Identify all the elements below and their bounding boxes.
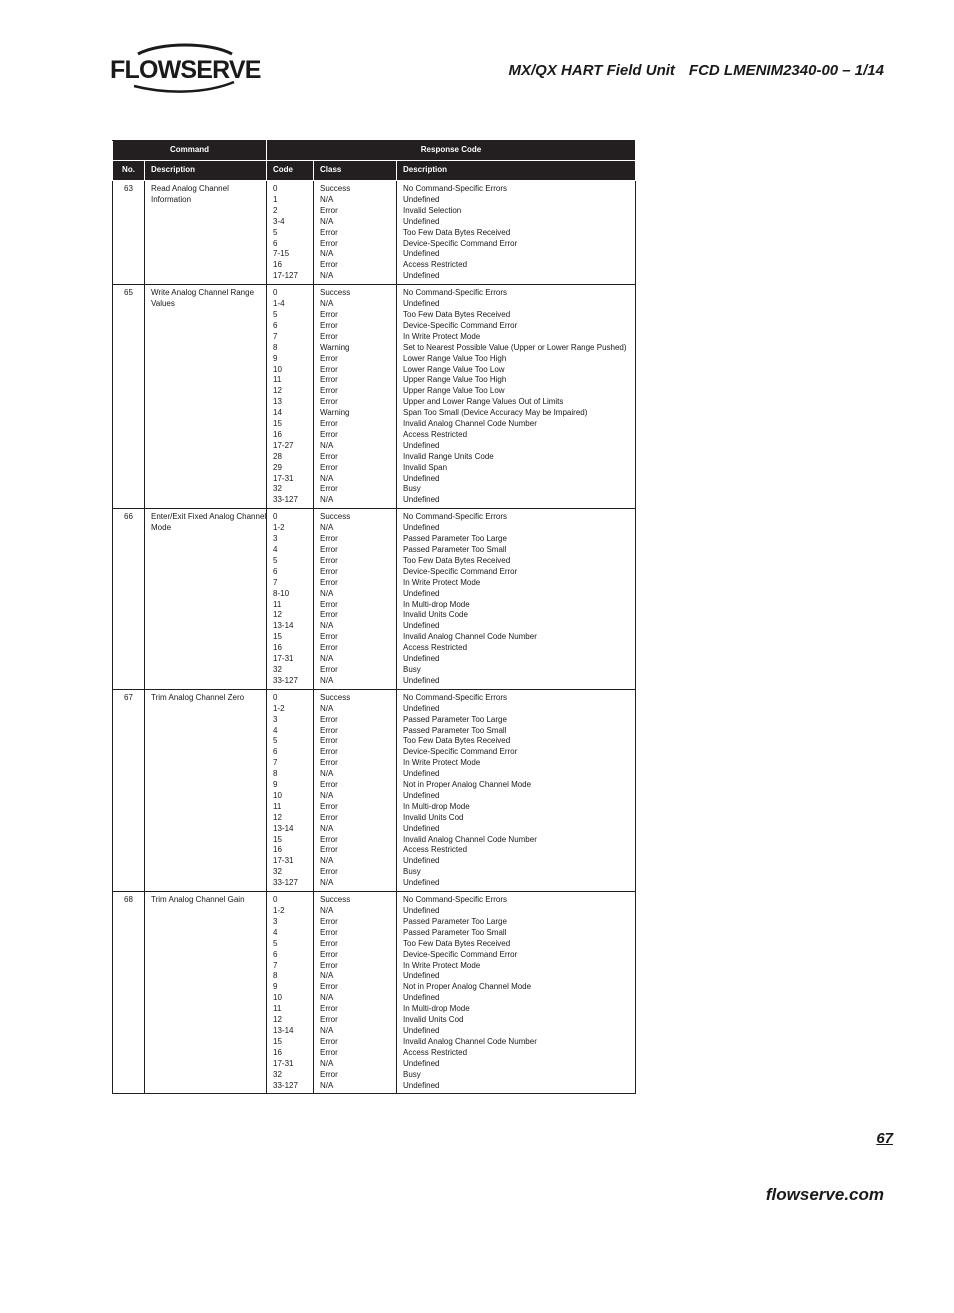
response-description-line: Passed Parameter Too Large [403,714,507,724]
response-code-line: 1-2 [273,906,285,915]
group-header-row [113,141,636,161]
response-description-line: Invalid Units Code [403,610,468,620]
response-description-line: Too Few Data Bytes Received [403,227,511,237]
response-class-line: Success [320,895,351,905]
response-description-line: Too Few Data Bytes Received [403,555,511,565]
response-code-line: 6 [273,949,278,959]
response-class-line: Error [320,386,338,396]
response-code-line: 33-127 [273,495,298,505]
response-code-line: 12 [273,812,282,822]
response-description-line: Too Few Data Bytes Received [403,309,511,319]
response-class-line: Error [320,812,338,822]
response-description-line: Undefined [403,993,440,1003]
response-class-line: N/A [320,473,334,483]
response-description-line: Access Restricted [403,429,468,439]
response-code-line: 1-4 [273,299,285,309]
response-class-line: N/A [320,703,334,713]
response-code-line: 10 [273,993,282,1003]
response-code-line: 7 [273,577,278,587]
response-code-line: 11 [273,801,282,811]
response-class-line: Error [320,566,338,576]
response-code-line: 3 [273,714,278,724]
response-class-line: Error [320,801,338,811]
response-class-line: Error [320,451,338,461]
response-description-line: Device-Specific Command Error [403,747,518,757]
response-code-line: 16 [273,260,282,270]
response-code-line: 12 [273,610,282,620]
response-class-line: Error [320,938,338,948]
response-class-line: Error [320,1004,338,1014]
response-class-line: Error [320,555,338,565]
response-description-line: Invalid Analog Channel Code Number [403,632,537,642]
response-code-line: 11 [273,599,282,609]
response-code-line: 33-127 [273,675,298,685]
response-description-line: Passed Parameter Too Small [403,545,507,554]
response-description-line: Device-Specific Command Error [403,566,518,576]
response-description-line: Lower Range Value Too High [403,353,507,363]
response-code-table [112,140,636,1094]
response-code-line: 32 [273,1069,282,1079]
response-description-line: Undefined [403,440,440,450]
response-group-header: Response Code [267,141,636,161]
response-description-line: Undefined [403,971,440,981]
response-class-line: Error [320,949,338,959]
website-link[interactable]: flowserve.com [765,1185,884,1204]
command-number-cell: 66 [113,509,145,690]
response-code-line: 4 [273,725,278,735]
response-code-line: 15 [273,1036,282,1046]
response-class-line: N/A [320,675,334,685]
response-description-line: Undefined [403,906,440,915]
response-class-line: N/A [320,856,334,866]
response-class-cell [314,689,397,891]
response-code-line: 32 [273,867,282,877]
command-description-column-header: Description [145,161,267,181]
response-code-line: 7 [273,960,278,970]
response-class-line: N/A [320,878,334,888]
response-class-line: N/A [320,523,334,533]
response-class-line: Success [320,184,351,193]
command-description-line: Read Analog Channel [151,184,229,193]
response-class-line: Error [320,320,338,330]
response-code-line: 7 [273,331,278,341]
response-description-line: Access Restricted [403,643,468,653]
table-row [113,892,636,1094]
response-class-line: Error [320,834,338,844]
response-description-line: Too Few Data Bytes Received [403,736,511,746]
response-code-cell [267,181,314,285]
response-code-line: 8 [273,769,278,779]
response-description-line: No Command-Specific Errors [403,288,508,298]
response-description-line: Undefined [403,249,440,259]
response-class-line: N/A [320,216,334,226]
response-class-cell [314,181,397,285]
document-code: FCD LMENIM2340-00 – 1/14 [688,62,884,79]
response-class-line: Error [320,375,338,385]
logo-wordmark: FLOWSERVE [110,56,261,84]
response-description-line: Invalid Span [403,462,448,472]
response-description-line: Device-Specific Command Error [403,949,518,959]
response-class-line: Error [320,353,338,363]
response-class-line: Error [320,845,338,855]
command-description-cell [145,689,267,891]
response-class-line: Error [320,1069,338,1079]
response-class-line: N/A [320,654,334,664]
response-code-cell [267,509,314,690]
response-class-line: Warning [320,408,350,418]
response-class-line: Error [320,397,338,407]
command-number-cell: 67 [113,689,145,891]
response-class-line: Success [320,692,351,702]
response-description-cell [397,181,636,285]
code-column-header: Code [267,161,314,181]
response-description-line: No Command-Specific Errors [403,512,508,522]
response-code-cell [267,892,314,1094]
response-description-line: In Multi-drop Mode [403,1004,470,1014]
response-class-line: N/A [320,1080,334,1090]
response-code-line: 33-127 [273,1080,298,1090]
response-description-line: In Multi-drop Mode [403,801,470,811]
response-code-line: 28 [273,451,282,461]
response-description-line: In Write Protect Mode [403,758,481,768]
response-class-line: Error [320,664,338,674]
response-code-line: 3-4 [273,216,285,226]
response-description-line: In Write Protect Mode [403,331,481,341]
response-code-line: 17-31 [273,856,294,866]
command-description-cell [145,181,267,285]
response-code-line: 12 [273,386,282,396]
response-description-line: Upper Range Value Too Low [403,386,505,396]
response-description-line: Not in Proper Analog Channel Mode [403,982,532,992]
response-class-line: Error [320,1015,338,1025]
response-description-line: Invalid Selection [403,205,462,215]
command-number-cell: 63 [113,181,145,285]
response-class-line: Error [320,643,338,653]
class-column-header: Class [314,161,397,181]
response-description-line: Undefined [403,769,440,779]
response-code-cell [267,689,314,891]
response-code-line: 3 [273,534,278,544]
command-description-line: Trim Analog Channel Gain [151,895,245,905]
response-description-line: No Command-Specific Errors [403,692,508,702]
response-class-line: Error [320,599,338,609]
response-code-line: 5 [273,736,278,746]
response-code-line: 2 [273,205,278,215]
response-class-line: Error [320,462,338,472]
response-description-line: Span Too Small (Device Accuracy May be Impaired) [403,408,588,418]
response-class-line: N/A [320,440,334,450]
response-code-line: 11 [273,375,282,385]
response-class-line: Error [320,309,338,319]
table-row [113,509,636,690]
response-description-line: Upper and Lower Range Values Out of Limits [403,397,564,407]
response-description-line: Passed Parameter Too Large [403,534,507,544]
response-description-line: Busy [403,664,421,674]
document-header [509,62,884,79]
response-class-line: Error [320,1036,338,1046]
response-description-line: Undefined [403,654,440,664]
response-description-line: Undefined [403,856,440,866]
response-class-line: N/A [320,1058,334,1068]
response-class-line: N/A [320,271,334,281]
response-code-line: 10 [273,364,282,374]
response-description-line: Passed Parameter Too Large [403,916,507,926]
response-code-line: 16 [273,1047,282,1057]
response-code-line: 11 [273,1004,282,1014]
response-description-line: Access Restricted [403,260,468,270]
response-description-line: No Command-Specific Errors [403,184,508,193]
response-code-line: 0 [273,512,278,522]
response-description-line: Undefined [403,588,440,598]
response-code-line: 15 [273,419,282,429]
response-class-line: N/A [320,971,334,981]
response-code-line: 16 [273,429,282,439]
response-code-line: 5 [273,938,278,948]
response-class-line: Error [320,747,338,757]
response-code-line: 15 [273,834,282,844]
response-code-line: 1-2 [273,523,285,533]
response-description-line: Invalid Analog Channel Code Number [403,834,537,844]
command-description-line: Write Analog Channel Range [151,288,255,298]
response-description-line: Undefined [403,1058,440,1068]
response-class-line: Error [320,610,338,620]
response-class-line: Error [320,545,338,554]
response-code-line: 17-127 [273,271,298,281]
command-description-cell [145,285,267,509]
response-code-line: 32 [273,484,282,494]
response-description-line: Too Few Data Bytes Received [403,938,511,948]
response-class-line: Success [320,512,351,522]
response-description-line: Access Restricted [403,1047,468,1057]
response-description-line: Undefined [403,621,440,631]
response-code-line: 0 [273,288,278,298]
response-code-line: 17-31 [273,1058,294,1068]
response-code-line: 17-27 [273,440,294,450]
response-class-line: N/A [320,1025,334,1035]
response-description-line: Upper Range Value Too High [403,375,507,385]
response-code-line: 13-14 [273,1025,294,1035]
response-code-line: 5 [273,555,278,565]
response-description-cell [397,689,636,891]
response-code-line: 16 [273,643,282,653]
response-code-line: 0 [273,692,278,702]
command-description-line: Trim Analog Channel Zero [151,692,245,702]
response-description-line: Undefined [403,675,440,685]
response-description-line: Set to Nearest Possible Value (Upper or Lower Range Pushed) [403,342,627,352]
response-class-line: Error [320,714,338,724]
response-class-line: Error [320,927,338,937]
response-description-line: Invalid Analog Channel Code Number [403,1036,537,1046]
response-description-line: Undefined [403,216,440,226]
column-header-row [113,161,636,181]
response-code-line: 8-10 [273,588,290,598]
response-class-line: Error [320,960,338,970]
response-class-line: N/A [320,495,334,505]
response-class-line: Error [320,534,338,544]
response-description-line: Undefined [403,823,440,833]
response-class-line: Error [320,725,338,735]
command-description-cell [145,892,267,1094]
response-description-column-header: Description [397,161,636,181]
response-class-line: N/A [320,588,334,598]
response-code-line: 7-15 [273,249,290,259]
response-description-line: Busy [403,1069,421,1079]
response-code-line: 5 [273,227,278,237]
response-description-line: Invalid Range Units Code [403,451,494,461]
response-code-line: 7 [273,758,278,768]
response-class-line: Warning [320,342,350,352]
response-class-cell [314,509,397,690]
response-class-line: Error [320,1047,338,1057]
response-code-line: 13-14 [273,823,294,833]
response-description-line: Undefined [403,194,440,204]
response-description-cell [397,285,636,509]
response-code-line: 6 [273,566,278,576]
response-code-line: 17-31 [273,473,294,483]
page-number: 67 [876,1130,893,1147]
response-code-line: 16 [273,845,282,855]
response-class-line: Error [320,238,338,248]
response-code-line: 9 [273,780,278,790]
response-class-line: Error [320,429,338,439]
response-code-line: 5 [273,309,278,319]
response-description-line: No Command-Specific Errors [403,895,508,905]
response-class-cell [314,892,397,1094]
response-description-line: Invalid Units Cod [403,1015,464,1025]
command-description-line: Mode [151,523,172,533]
command-group-header: Command [113,141,267,161]
response-class-line: N/A [320,823,334,833]
response-class-line: N/A [320,194,334,204]
response-description-line: Undefined [403,523,440,533]
response-code-line: 0 [273,895,278,905]
response-class-cell [314,285,397,509]
product-title: MX/QX HART Field Unit [508,62,675,79]
flowserve-logo [110,42,261,94]
response-code-line: 29 [273,462,282,472]
response-class-line: Error [320,260,338,270]
response-class-line: N/A [320,249,334,259]
response-description-cell [397,509,636,690]
response-code-line: 13 [273,397,282,407]
response-description-line: Undefined [403,1025,440,1035]
response-class-line: N/A [320,993,334,1003]
response-class-line: Error [320,780,338,790]
response-code-line: 14 [273,408,282,418]
response-description-line: Undefined [403,299,440,309]
response-code-line: 6 [273,238,278,248]
response-description-line: In Write Protect Mode [403,577,481,587]
response-code-line: 6 [273,320,278,330]
response-code-cell [267,285,314,509]
response-code-line: 8 [273,971,278,981]
response-class-line: Error [320,577,338,587]
response-class-line: Error [320,419,338,429]
response-code-line: 3 [273,916,278,926]
response-class-line: Error [320,867,338,877]
response-description-line: Busy [403,484,421,494]
response-class-line: N/A [320,769,334,779]
response-description-line: In Write Protect Mode [403,960,481,970]
response-class-line: Error [320,982,338,992]
response-description-line: Device-Specific Command Error [403,320,518,330]
response-description-line: Undefined [403,878,440,888]
no-column-header: No. [113,161,145,181]
response-class-line: Error [320,205,338,215]
response-description-line: Undefined [403,790,440,800]
response-class-line: N/A [320,906,334,915]
response-code-line: 13-14 [273,621,294,631]
response-class-line: Error [320,331,338,341]
table-body [113,181,636,1094]
response-code-line: 17-31 [273,654,294,664]
response-description-line: Invalid Units Cod [403,812,464,822]
response-description-line: Undefined [403,1080,440,1090]
command-number-cell: 65 [113,285,145,509]
response-class-line: Error [320,736,338,746]
response-code-line: 15 [273,632,282,642]
response-code-line: 9 [273,982,278,992]
response-description-line: Passed Parameter Too Small [403,927,507,937]
response-description-line: Access Restricted [403,845,468,855]
command-description-cell [145,509,267,690]
response-description-cell [397,892,636,1094]
response-code-line: 6 [273,747,278,757]
response-class-line: Error [320,632,338,642]
command-description-line: Enter/Exit Fixed Analog Channel [151,512,267,522]
response-code-line: 1 [273,194,278,204]
response-code-line: 12 [273,1015,282,1025]
response-description-line: Undefined [403,703,440,713]
response-description-line: Lower Range Value Too Low [403,364,505,374]
response-description-line: In Multi-drop Mode [403,599,470,609]
response-class-line: N/A [320,790,334,800]
table-row [113,689,636,891]
response-description-line: Invalid Analog Channel Code Number [403,419,537,429]
response-class-line: Error [320,364,338,374]
response-description-line: Not in Proper Analog Channel Mode [403,780,532,790]
response-code-line: 4 [273,927,278,937]
response-class-line: Error [320,227,338,237]
response-code-line: 8 [273,342,278,352]
response-code-line: 4 [273,545,278,554]
response-class-line: Error [320,916,338,926]
command-description-line: Information [151,194,192,204]
table-row [113,285,636,509]
response-class-line: Error [320,484,338,494]
response-description-line: Device-Specific Command Error [403,238,518,248]
command-description-line: Values [151,299,175,309]
response-class-line: Success [320,288,351,298]
response-description-line: Undefined [403,495,440,505]
response-class-line: N/A [320,621,334,631]
response-code-line: 33-127 [273,878,298,888]
command-number-cell: 68 [113,892,145,1094]
response-code-line: 10 [273,790,282,800]
response-class-line: Error [320,758,338,768]
response-class-line: N/A [320,299,334,309]
response-code-line: 32 [273,664,282,674]
response-code-line: 9 [273,353,278,363]
response-description-line: Busy [403,867,421,877]
response-code-line: 0 [273,184,278,193]
response-code-line: 1-2 [273,703,285,713]
response-description-line: Passed Parameter Too Small [403,725,507,735]
response-description-line: Undefined [403,271,440,281]
response-description-line: Undefined [403,473,440,483]
table-row [113,181,636,285]
